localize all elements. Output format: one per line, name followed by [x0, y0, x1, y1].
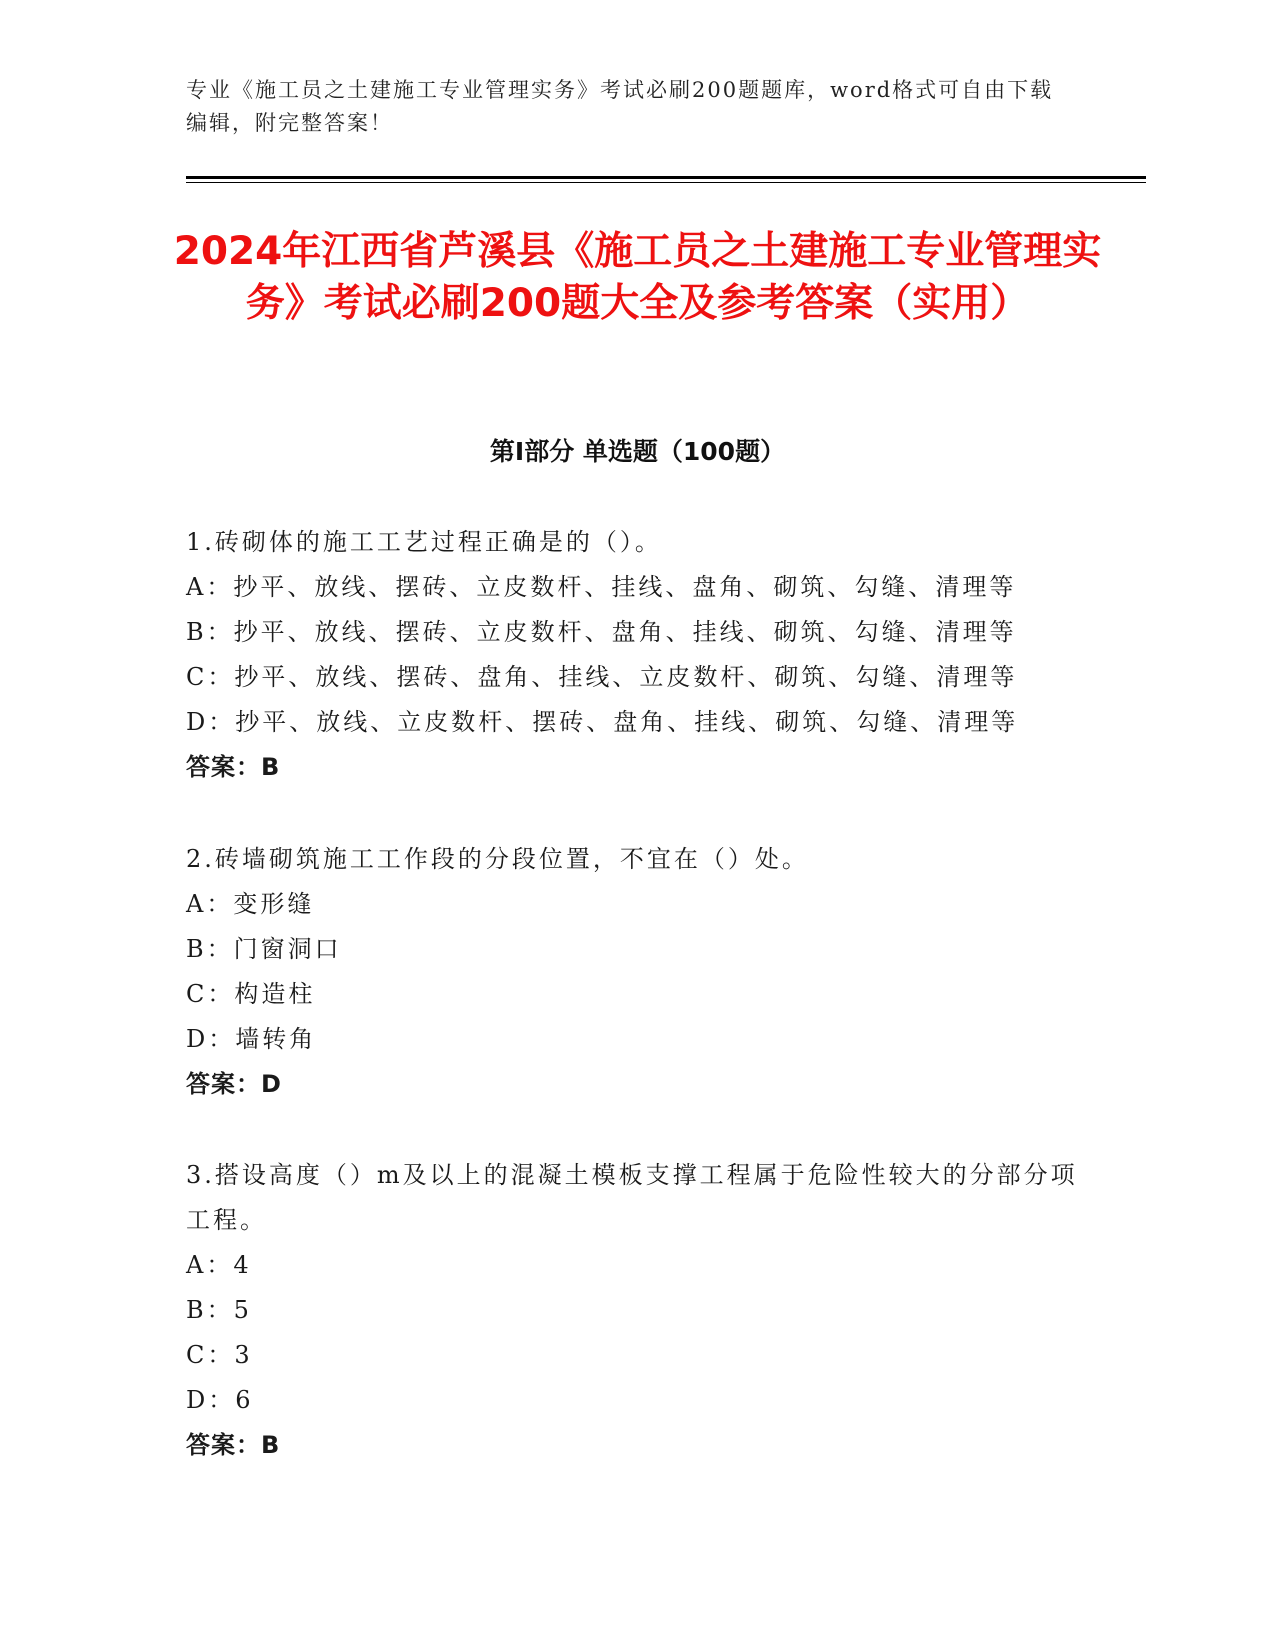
- answer-line: 答案：B: [186, 1431, 281, 1459]
- option-a: A：变形缝: [186, 890, 315, 918]
- question-block-3: [186, 1153, 1086, 1468]
- option-d: D：墙转角: [186, 1025, 317, 1053]
- option-b: B：门窗洞口: [186, 935, 342, 963]
- question-stem: 3.搭设高度（）m及以上的混凝土模板支撑工程属于危险性较大的分部分项工程。: [186, 1161, 1078, 1234]
- question-stem: 1.砖砌体的施工工艺过程正确是的（）。: [186, 528, 662, 556]
- option-c: C：构造柱: [186, 980, 316, 1008]
- option-a: A：4: [186, 1251, 252, 1279]
- option-c: C：抄平、放线、摆砖、盘角、挂线、立皮数杆、砌筑、勾缝、清理等: [186, 663, 1018, 691]
- question-stem: 2.砖墙砌筑施工工作段的分段位置，不宜在（）处。: [186, 845, 809, 873]
- header-divider-thin: [186, 182, 1146, 183]
- option-b: B：抄平、放线、摆砖、立皮数杆、盘角、挂线、砌筑、勾缝、清理等: [186, 618, 1017, 646]
- question-block-1: [186, 520, 1086, 790]
- option-d: D：抄平、放线、立皮数杆、摆砖、盘角、挂线、砌筑、勾缝、清理等: [186, 708, 1019, 736]
- header-divider-thick: [186, 176, 1146, 179]
- option-a: A：抄平、放线、摆砖、立皮数杆、挂线、盘角、砌筑、勾缝、清理等: [186, 573, 1017, 601]
- option-d: D：6: [186, 1386, 254, 1414]
- option-c: C：3: [186, 1341, 253, 1369]
- answer-line: 答案：B: [186, 753, 281, 781]
- question-block-2: [186, 837, 1086, 1107]
- section-heading: 第Ⅰ部分 单选题（100题）: [489, 437, 786, 466]
- header-note: 专业《施工员之土建施工专业管理实务》考试必刷200题题库，word格式可自由下载编辑，附完整答案！: [186, 78, 1054, 135]
- document-title: 2024年江西省芦溪县《施工员之土建施工专业管理实务》考试必刷200题大全及参考答案（实用）: [173, 229, 1102, 326]
- answer-line: 答案：D: [186, 1070, 282, 1098]
- option-b: B：5: [186, 1296, 252, 1324]
